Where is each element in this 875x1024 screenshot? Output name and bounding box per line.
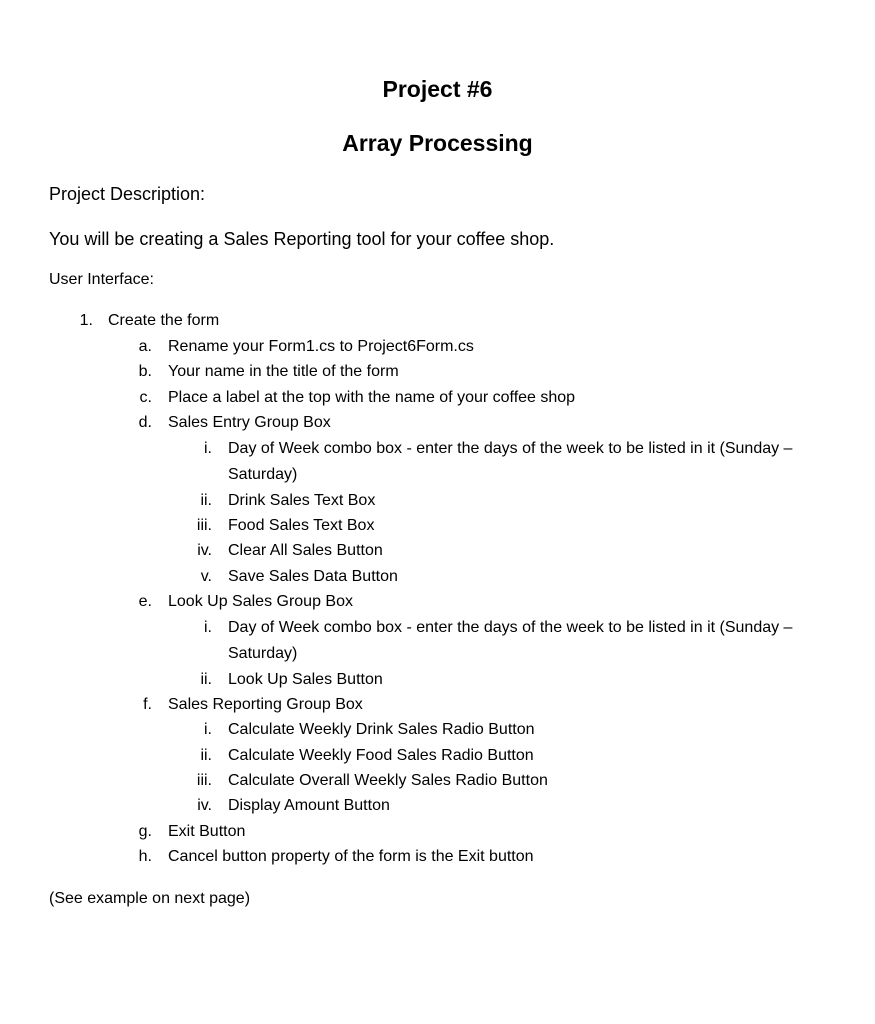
- list-item-text: Rename your Form1.cs to Project6Form.cs: [168, 338, 474, 355]
- list-marker: ii.: [200, 491, 212, 509]
- list-marker: d.: [138, 414, 152, 432]
- list-marker: f.: [143, 695, 152, 713]
- list-marker: h.: [138, 848, 152, 866]
- outline-item-g: [0, 822, 875, 847]
- list-item-text: Your name in the title of the form: [168, 363, 399, 381]
- list-marker: c.: [139, 388, 152, 406]
- outline-item-f-iii: [0, 771, 875, 796]
- list-item-text: Sales Reporting Group Box: [168, 695, 363, 713]
- outline-item-h: [0, 847, 875, 872]
- list-marker: ii.: [200, 746, 212, 764]
- outline-item-e-i: [0, 618, 875, 670]
- list-item-text: Display Amount Button: [228, 797, 390, 815]
- list-item-text: Calculate Weekly Drink Sales Radio Button: [228, 721, 535, 739]
- footer-note: (See example on next page): [49, 890, 251, 907]
- outline-item-d-iv: [0, 541, 875, 566]
- page-subtitle: Array Processing: [342, 130, 533, 156]
- list-item-text: Exit Button: [168, 822, 246, 840]
- outline-item-f-ii: [0, 746, 875, 771]
- list-marker: a.: [138, 338, 152, 355]
- list-marker: 1.: [79, 312, 93, 329]
- outline-item-a: [0, 337, 875, 362]
- outline-item-d-iii: [0, 516, 875, 541]
- list-marker: i.: [204, 618, 212, 636]
- list-marker: g.: [138, 822, 152, 840]
- list-item-text: Drink Sales Text Box: [228, 491, 376, 509]
- user-interface-label: User Interface:: [49, 271, 154, 288]
- list-item-text: Calculate Overall Weekly Sales Radio Button: [228, 772, 548, 790]
- list-marker: ii.: [200, 670, 212, 688]
- list-item-text: Look Up Sales Button: [228, 670, 383, 688]
- list-item-text: Look Up Sales Group Box: [168, 593, 353, 611]
- outline-item-f-iv: [0, 796, 875, 821]
- outline-item-f: [0, 695, 875, 720]
- list-item-text: Cancel button property of the form is the Exit button: [168, 848, 534, 866]
- list-marker: iv.: [197, 542, 212, 560]
- list-marker: iii.: [196, 772, 212, 790]
- outline-item-c: [0, 388, 875, 413]
- description-text: You will be creating a Sales Reporting tool for your coffee shop.: [49, 229, 555, 249]
- requirements-outline: [0, 311, 875, 873]
- list-marker: iii.: [196, 516, 212, 534]
- outline-item-d-ii: [0, 491, 875, 516]
- outline-item-f-i: [0, 720, 875, 745]
- list-item-text: Place a label at the top with the name of your coffee shop: [168, 388, 576, 406]
- outline-item-d-i: [0, 439, 875, 491]
- outline-item-d-v: [0, 567, 875, 592]
- list-marker: i.: [204, 439, 212, 457]
- list-marker: e.: [138, 593, 152, 611]
- list-item-text: Save Sales Data Button: [228, 567, 398, 585]
- list-item-text: Day of Week combo box - enter the days of the week to be listed in it (Sunday – Saturday): [228, 618, 793, 662]
- outline-item-e-ii: [0, 670, 875, 695]
- list-item-text: Calculate Weekly Food Sales Radio Button: [228, 746, 534, 764]
- list-marker: iv.: [197, 797, 212, 815]
- list-item-text: Food Sales Text Box: [228, 516, 375, 534]
- outline-item-create-form: [0, 311, 875, 337]
- list-item-text: Clear All Sales Button: [228, 542, 383, 560]
- list-item-text: Day of Week combo box - enter the days of the week to be listed in it (Sunday – Saturday): [228, 439, 793, 483]
- list-marker: i.: [204, 721, 212, 739]
- list-item-text: Sales Entry Group Box: [168, 414, 331, 432]
- description-label: Project Description:: [49, 184, 206, 204]
- page-title: Project #6: [382, 76, 493, 102]
- list-item-text: Create the form: [108, 312, 220, 329]
- list-marker: b.: [138, 363, 152, 381]
- list-marker: v.: [200, 567, 212, 585]
- outline-item-b: [0, 362, 875, 387]
